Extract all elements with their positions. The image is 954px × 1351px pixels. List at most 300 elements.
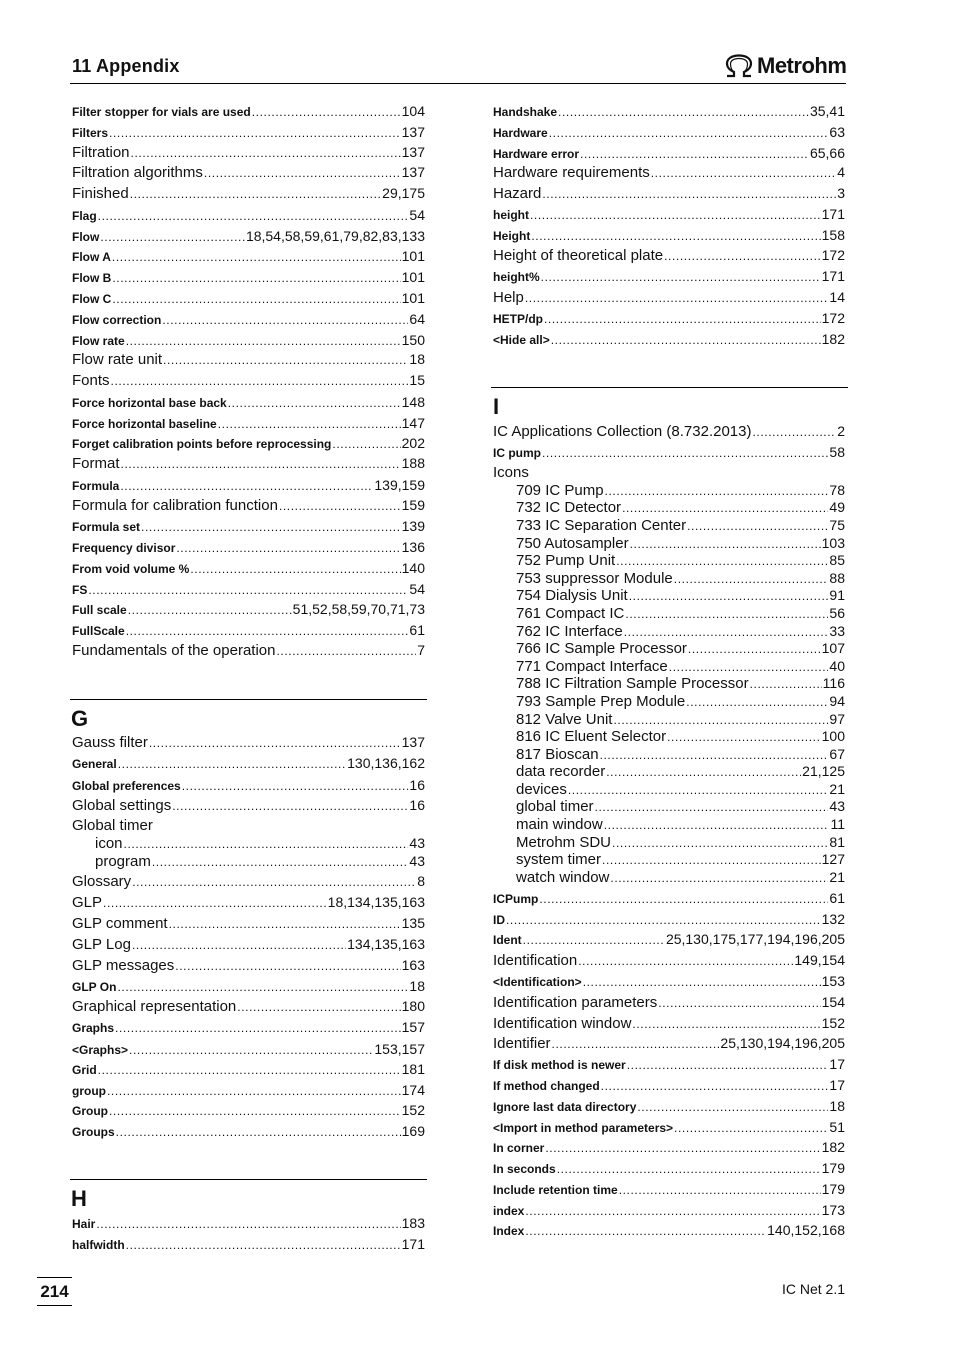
section-letter-h: H	[71, 1186, 87, 1211]
dot-leader	[109, 126, 401, 140]
index-entry	[493, 423, 845, 440]
index-entry	[493, 1015, 845, 1032]
index-term: Full scale	[72, 603, 127, 617]
dot-leader	[120, 479, 373, 493]
dot-leader	[753, 425, 837, 439]
index-page-refs: 101	[401, 269, 425, 285]
index-page-refs: 171	[401, 1236, 425, 1252]
index-term: Flow B	[72, 271, 112, 285]
brand-name: Metrohm	[757, 53, 847, 78]
index-page-refs: 130,136,162	[347, 755, 425, 771]
index-entry	[516, 570, 845, 587]
index-page-refs: 21	[829, 781, 845, 797]
dot-leader	[98, 209, 409, 223]
index-entry	[72, 560, 425, 576]
index-term: HETP/dp	[493, 312, 543, 326]
dot-leader	[237, 1000, 400, 1014]
index-term: Grid	[72, 1063, 97, 1077]
index-page-refs: 56	[829, 605, 845, 621]
page-number: 214	[37, 1277, 72, 1306]
dot-leader	[112, 250, 401, 264]
dot-leader	[551, 333, 821, 347]
index-entry	[493, 1035, 845, 1052]
index-entry	[72, 518, 425, 534]
index-term: Identification	[493, 952, 578, 969]
dot-leader	[525, 1224, 766, 1238]
dot-leader	[558, 105, 809, 119]
index-entry	[493, 289, 845, 306]
index-page-refs: 137	[401, 164, 425, 180]
dot-leader	[625, 607, 828, 621]
dot-leader	[545, 1141, 820, 1155]
index-entry	[493, 952, 845, 969]
index-entry	[516, 746, 845, 763]
index-entry	[493, 1202, 845, 1218]
index-entry	[72, 455, 425, 472]
index-page-refs: 63	[829, 124, 845, 140]
index-term: ID	[493, 913, 505, 927]
dot-leader	[163, 353, 408, 367]
index-page-refs: 11	[830, 816, 845, 832]
index-term: Gauss filter	[72, 734, 148, 751]
index-page-refs: 4	[837, 164, 845, 180]
index-page-refs: 25,130,194,196,205	[720, 1035, 845, 1051]
index-term: global timer	[516, 798, 594, 815]
index-entry	[72, 581, 425, 597]
index-page-refs: 101	[401, 290, 425, 306]
index-term: 788 IC Filtration Sample Processor	[516, 675, 749, 692]
dot-leader	[111, 374, 409, 388]
dot-leader	[252, 105, 401, 119]
index-term: watch window	[516, 869, 610, 886]
index-entry	[72, 207, 425, 223]
dot-leader	[126, 624, 409, 638]
index-entry	[516, 711, 845, 728]
index-entry	[493, 124, 845, 140]
index-term: Graphical representation	[72, 998, 237, 1015]
index-page-refs: 180	[401, 998, 425, 1014]
index-page-refs: 58	[829, 444, 845, 460]
dot-leader	[542, 187, 836, 201]
index-term: 732 IC Detector	[516, 499, 622, 516]
dot-leader	[132, 938, 346, 952]
index-page-refs: 171	[821, 206, 845, 222]
dot-leader	[118, 757, 346, 771]
index-page-refs: 157	[401, 1019, 425, 1035]
dot-leader	[96, 1217, 400, 1231]
index-term: Include retention time	[493, 1183, 618, 1197]
index-page-refs: 17	[829, 1077, 845, 1093]
dot-leader	[604, 818, 830, 832]
index-entry	[72, 351, 425, 368]
index-term: icon	[95, 835, 123, 852]
dot-leader	[610, 871, 828, 885]
dot-leader	[149, 736, 401, 750]
index-term: 812 Valve Unit	[516, 711, 613, 728]
index-term: In seconds	[493, 1162, 556, 1176]
index-entry	[493, 911, 845, 927]
index-entry	[493, 247, 845, 264]
index-term: ICPump	[493, 892, 539, 906]
index-page-refs: 116	[822, 675, 845, 691]
index-page-refs: 140	[401, 560, 425, 576]
dot-leader	[578, 954, 793, 968]
index-term: Force horizontal base back	[72, 396, 227, 410]
index-entry	[516, 587, 845, 604]
dot-leader	[600, 748, 829, 762]
dot-leader	[606, 765, 801, 779]
brand-logo	[724, 53, 846, 79]
dot-leader	[632, 1017, 820, 1031]
dot-leader	[172, 799, 408, 813]
index-page-refs: 159	[401, 497, 425, 513]
dot-leader	[750, 677, 822, 691]
index-entry	[72, 332, 425, 348]
dot-leader	[539, 892, 828, 906]
index-entry	[72, 1215, 425, 1231]
index-entry	[516, 605, 845, 622]
index-page-refs: 174	[401, 1082, 425, 1098]
index-page-refs: 29,175	[382, 185, 425, 201]
index-page-refs: 61	[829, 890, 845, 906]
index-entry	[72, 477, 425, 493]
index-entry	[516, 675, 845, 692]
index-entry	[493, 1222, 845, 1238]
index-term: <Graphs>	[72, 1043, 129, 1057]
index-term: FS	[72, 583, 88, 597]
index-page-refs: 140,152,168	[767, 1222, 845, 1238]
dot-leader	[332, 437, 400, 451]
dot-leader	[601, 1079, 829, 1093]
index-entry	[493, 145, 845, 161]
index-term: Finished	[72, 185, 129, 202]
index-term: <Import in method parameters>	[493, 1121, 674, 1135]
index-term: If disk method is newer	[493, 1058, 626, 1072]
index-term: Formula for calibration function	[72, 497, 278, 514]
index-term: FullScale	[72, 624, 125, 638]
index-entry	[95, 835, 425, 852]
dot-leader	[619, 1183, 821, 1197]
header-rule	[70, 83, 846, 84]
index-page-refs: 78	[829, 482, 845, 498]
index-page-refs: 18	[409, 351, 425, 367]
dot-leader	[103, 896, 327, 910]
index-page-refs: 137	[401, 144, 425, 160]
dot-leader	[525, 1204, 820, 1218]
index-page-refs: 65,66	[809, 145, 845, 161]
dot-leader	[107, 1084, 401, 1098]
index-page-refs: 85	[829, 552, 845, 568]
dot-leader	[176, 541, 400, 555]
index-page-refs: 127	[821, 851, 845, 867]
dot-leader	[627, 1058, 829, 1072]
index-term: General	[72, 757, 117, 771]
index-term: 766 IC Sample Processor	[516, 640, 687, 657]
index-term: IC pump	[493, 446, 541, 460]
section-letter-i: I	[493, 394, 500, 419]
dot-leader	[128, 603, 292, 617]
dot-leader	[595, 800, 829, 814]
index-page-refs: 8	[417, 873, 425, 889]
section-rule-h	[70, 1179, 427, 1180]
index-term: GLP Log	[72, 936, 131, 953]
index-entry	[72, 415, 425, 431]
index-term: data recorder	[516, 763, 606, 780]
index-entry	[516, 623, 845, 640]
dot-leader	[674, 572, 829, 586]
index-page-refs: 33	[829, 623, 845, 639]
index-page-refs: 182	[821, 1139, 845, 1155]
index-entry	[516, 640, 845, 657]
chapter-title: 11 Appendix	[72, 56, 180, 76]
index-term: From void volume %	[72, 562, 190, 576]
dot-leader	[126, 334, 401, 348]
index-page-refs: 16	[409, 777, 425, 793]
index-entry	[72, 622, 425, 638]
index-entry	[516, 517, 845, 534]
index-page-refs: 100	[821, 728, 845, 744]
index-page-refs: 171	[821, 268, 845, 284]
index-term: Global settings	[72, 797, 172, 814]
dot-leader	[686, 695, 828, 709]
index-page-refs: 91	[829, 587, 845, 603]
index-entry	[72, 642, 425, 659]
index-term: Formula	[72, 479, 120, 493]
index-term: Frequency divisor	[72, 541, 176, 555]
dot-leader	[531, 229, 820, 243]
index-term: Icons	[493, 464, 529, 481]
index-page-refs: 152	[401, 1102, 425, 1118]
dot-leader	[622, 501, 828, 515]
index-term: height%	[493, 270, 540, 284]
index-term: Flow rate unit	[72, 351, 163, 368]
index-entry	[72, 103, 425, 119]
index-page-refs: 158	[821, 227, 845, 243]
dot-leader	[98, 1063, 401, 1077]
index-page-refs: 169	[401, 1123, 425, 1139]
index-term: Formula set	[72, 520, 141, 534]
index-term: 816 IC Eluent Selector	[516, 728, 667, 745]
index-term: 771 Compact Interface	[516, 658, 668, 675]
dot-leader	[552, 1037, 720, 1051]
dot-leader	[674, 1121, 828, 1135]
index-term: Format	[72, 455, 120, 472]
index-page-refs: 61	[409, 622, 425, 638]
index-term: Flow C	[72, 292, 112, 306]
index-page-refs: 51	[829, 1119, 845, 1135]
index-term: Hardware requirements	[493, 164, 650, 181]
index-page-refs: 18	[829, 1098, 845, 1114]
index-term: 750 Autosampler	[516, 535, 629, 552]
index-term: group	[72, 1084, 106, 1098]
index-entry	[493, 331, 845, 347]
index-page-refs: 179	[821, 1181, 845, 1197]
index-page-refs: 147	[401, 415, 425, 431]
index-entry	[72, 998, 425, 1015]
index-page-refs: 150	[401, 332, 425, 348]
index-entry	[516, 482, 845, 499]
index-term: Glossary	[72, 873, 132, 890]
index-page-refs: 101	[401, 248, 425, 264]
index-term: Identification parameters	[493, 994, 658, 1011]
dot-leader	[279, 499, 401, 513]
dot-leader	[130, 187, 381, 201]
index-term: Handshake	[493, 105, 558, 119]
index-term: Graphs	[72, 1021, 115, 1035]
index-entry	[516, 763, 845, 780]
index-term: Flag	[72, 209, 97, 223]
index-page-refs: 49	[829, 499, 845, 515]
index-page-refs: 21	[829, 869, 845, 885]
index-entry	[72, 817, 425, 834]
index-term: Filtration	[72, 144, 130, 161]
dot-leader	[624, 625, 829, 639]
index-term: main window	[516, 816, 603, 833]
index-page-refs: 64	[409, 311, 425, 327]
index-entry	[72, 1041, 425, 1057]
index-entry	[72, 290, 425, 306]
dot-leader	[126, 1238, 401, 1252]
dot-leader	[542, 446, 828, 460]
index-term: IC Applications Collection (8.732.2013)	[493, 423, 752, 440]
dot-leader	[169, 917, 401, 931]
index-entry	[493, 103, 845, 119]
index-term: Help	[493, 289, 524, 306]
dot-leader	[162, 313, 408, 327]
index-page-refs: 35,41	[809, 103, 845, 119]
index-term: Filtration algorithms	[72, 164, 203, 181]
index-entry	[72, 936, 425, 953]
index-term: Height	[493, 229, 531, 243]
index-entry	[72, 248, 425, 264]
index-page-refs: 179	[821, 1160, 845, 1176]
index-page-refs: 43	[829, 798, 845, 814]
dot-leader	[613, 713, 828, 727]
index-term: 754 Dialysis Unit	[516, 587, 628, 604]
index-page-refs: 3	[837, 185, 845, 201]
index-entry	[72, 1019, 425, 1035]
index-term: 753 suppressor Module	[516, 570, 673, 587]
index-entry	[493, 464, 845, 481]
index-entry	[493, 1077, 845, 1093]
index-entry	[72, 164, 425, 181]
index-term: index	[493, 1204, 525, 1218]
index-term: Height of theoretical plate	[493, 247, 664, 264]
index-entry	[493, 1181, 845, 1197]
index-term: 752 Pump Unit	[516, 552, 616, 569]
index-term: Flow correction	[72, 313, 162, 327]
index-page-refs: 134,135,163	[347, 936, 425, 952]
index-page-refs: 75	[829, 517, 845, 533]
dot-leader	[112, 292, 400, 306]
index-page-refs: 17	[829, 1056, 845, 1072]
index-entry	[493, 890, 845, 906]
dot-leader	[129, 1043, 373, 1057]
index-entry	[72, 372, 425, 389]
index-page-refs: 94	[829, 693, 845, 709]
dot-leader	[131, 146, 401, 160]
index-entry	[72, 269, 425, 285]
index-entry	[72, 1082, 425, 1098]
dot-leader	[175, 959, 400, 973]
index-entry	[516, 552, 845, 569]
dot-leader	[541, 270, 821, 284]
index-page-refs: 163	[401, 957, 425, 973]
index-term: <Identification>	[493, 975, 582, 989]
dot-leader	[637, 1100, 828, 1114]
index-term: In corner	[493, 1141, 545, 1155]
index-page-refs: 43	[409, 853, 425, 869]
index-term: 761 Compact IC	[516, 605, 625, 622]
index-entry	[493, 310, 845, 326]
index-term: Hardware	[493, 126, 548, 140]
index-entry	[493, 1098, 845, 1114]
index-entry	[516, 658, 845, 675]
index-term: GLP On	[72, 980, 117, 994]
section-rule-g	[70, 699, 427, 700]
index-page-refs: 16	[409, 797, 425, 813]
index-term: Flow A	[72, 250, 111, 264]
index-page-refs: 132	[821, 911, 845, 927]
index-page-refs: 97	[829, 711, 845, 727]
index-term: Flow	[72, 230, 100, 244]
index-page-refs: 54	[409, 207, 425, 223]
index-term: Index	[493, 1224, 525, 1238]
index-entry	[493, 973, 845, 989]
index-page-refs: 54	[409, 581, 425, 597]
index-term: <Hide all>	[493, 333, 550, 347]
index-entry	[516, 851, 845, 868]
index-term: Ident	[493, 933, 522, 947]
dot-leader	[124, 837, 409, 851]
index-term: 817 Bioscan	[516, 746, 599, 763]
index-term: GLP messages	[72, 957, 175, 974]
dot-leader	[182, 779, 409, 793]
index-page-refs: 149,154	[794, 952, 845, 968]
dot-leader	[687, 519, 828, 533]
dot-leader	[141, 520, 401, 534]
dot-leader	[204, 166, 401, 180]
index-term: Ignore last data directory	[493, 1100, 637, 1114]
index-term: Identification window	[493, 1015, 632, 1032]
index-page-refs: 135	[401, 915, 425, 931]
index-entry	[72, 1061, 425, 1077]
index-page-refs: 172	[821, 247, 845, 263]
index-entry	[72, 797, 425, 814]
index-entry	[493, 444, 845, 460]
dot-leader	[667, 730, 821, 744]
dot-leader	[658, 996, 820, 1010]
index-page-refs: 81	[829, 834, 845, 850]
index-term: height	[493, 208, 529, 222]
dot-leader	[109, 1104, 401, 1118]
index-entry	[95, 853, 425, 870]
index-entry	[72, 144, 425, 161]
index-entry	[72, 755, 425, 771]
index-page-refs: 51,52,58,59,70,71,73	[292, 601, 425, 617]
dot-leader	[117, 980, 408, 994]
index-term: Identifier	[493, 1035, 551, 1052]
index-entry	[493, 164, 845, 181]
index-entry	[516, 499, 845, 516]
index-page-refs: 43	[409, 835, 425, 851]
dot-leader	[228, 396, 401, 410]
index-page-refs: 182	[821, 331, 845, 347]
index-page-refs: 202	[401, 435, 425, 451]
index-term: Groups	[72, 1125, 115, 1139]
dot-leader	[616, 554, 828, 568]
index-entry	[493, 268, 845, 284]
